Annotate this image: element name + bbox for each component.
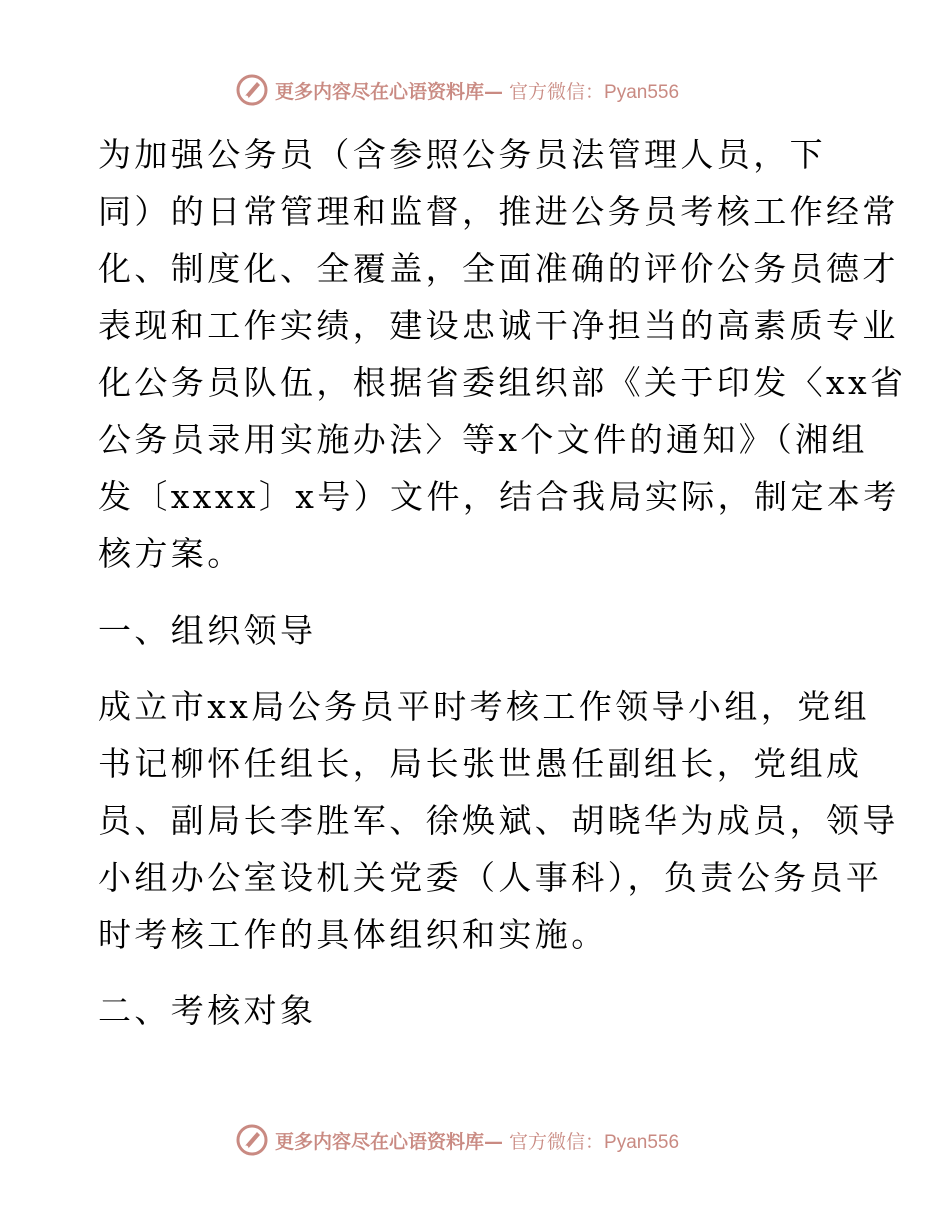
watermark-header: [235, 70, 679, 110]
text-line: 书记柳怀任组长，局长张世愚任副组长，党组成: [98, 744, 863, 783]
text-line: 化、制度化、全覆盖，全面准确的评价公务员德才: [98, 249, 899, 288]
pen-logo-icon: [235, 73, 269, 107]
watermark-text: 更多内容尽在心语资料库—: [275, 1130, 504, 1153]
watermark-text: 更多内容尽在心语资料库—: [275, 80, 504, 103]
text-line: 员、副局长李胜军、徐焕斌、胡晓华为成员，领导: [98, 801, 899, 840]
heading-text: 二、考核对象: [98, 991, 317, 1030]
section-heading-1: [98, 602, 858, 659]
text-line: 发〔xxxx〕x号）文件，结合我局实际，制定本考: [98, 477, 900, 516]
text-line: 表现和工作实绩，建设忠诚干净担当的高素质专业: [98, 306, 899, 345]
text-line: 同）的日常管理和监督，推进公务员考核工作经常: [98, 192, 899, 231]
paragraph-intro: [98, 126, 907, 582]
section-heading-2: [98, 982, 858, 1039]
text-line: 小组办公室设机关党委（人事科），负责公务员平: [98, 858, 883, 897]
watermark-contact: 官方微信：Pyan556: [509, 81, 680, 103]
text-line: 时考核工作的具体组织和实施。: [98, 915, 608, 954]
text-line: 化公务员队伍，根据省委组织部《关于印发〈xx省: [98, 363, 907, 402]
watermark-contact: 官方微信：Pyan556: [509, 1131, 680, 1153]
text-line: 为加强公务员（含参照公务员法管理人员，下: [98, 135, 826, 174]
paragraph-organization: [98, 678, 899, 963]
text-line: 公务员录用实施办法〉等x个文件的通知》（湘组: [98, 420, 868, 459]
text-line: 核方案。: [98, 534, 244, 573]
watermark-footer: [235, 1120, 679, 1160]
text-line: 成立市xx局公务员平时考核工作领导小组，党组: [98, 687, 871, 726]
heading-text: 一、组织领导: [98, 611, 317, 650]
pen-logo-icon: [235, 1123, 269, 1157]
